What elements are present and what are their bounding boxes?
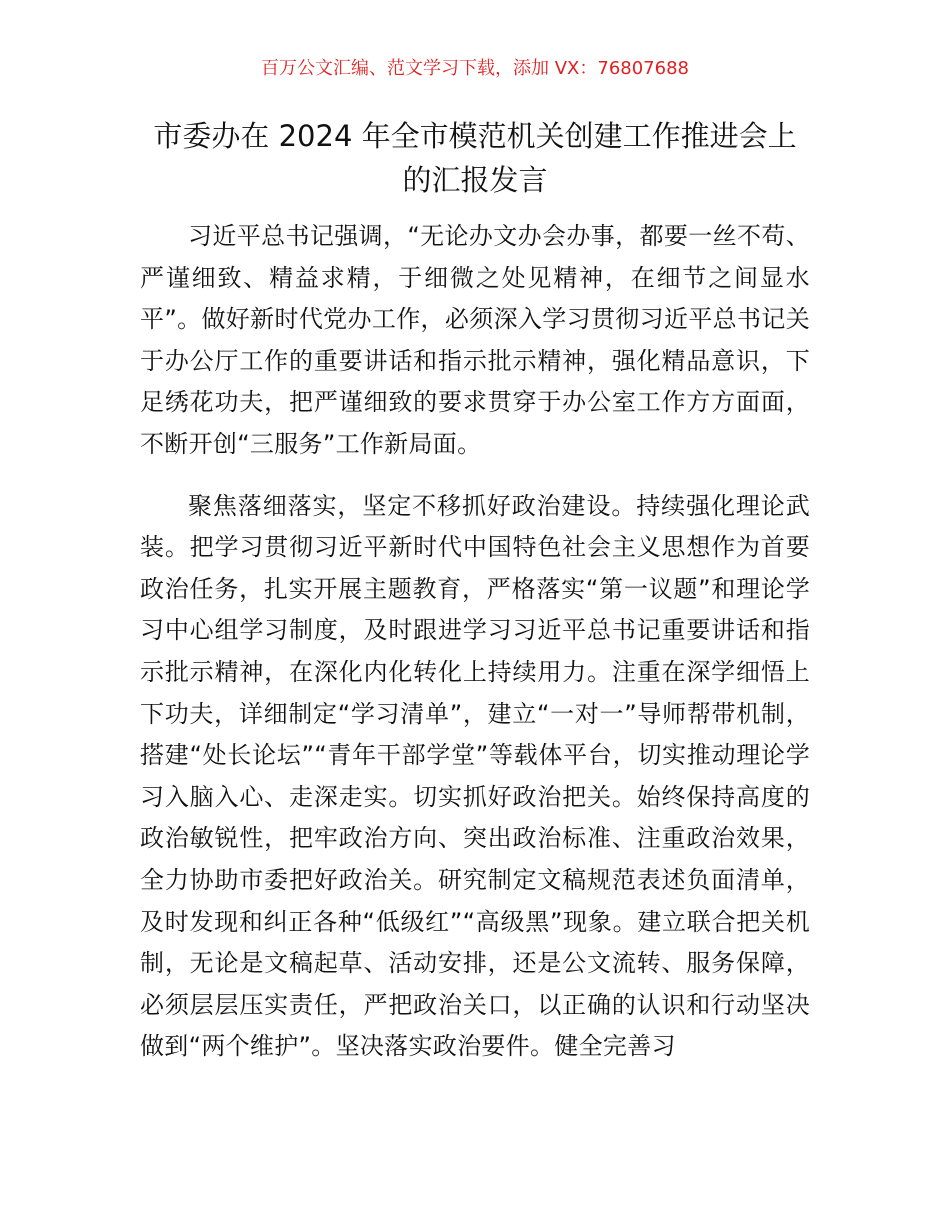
document-body xyxy=(140,216,810,1068)
header-promo-note: 百万公文汇编、范文学习下载，添加 VX：76807688 xyxy=(261,58,689,79)
body-paragraph: 习近平总书记强调，“无论办文办会办事，都要一丝不苟、严谨细致、精益求精，于细微之处见精神，在细节之间显水平”。做好新时代党办工作，必须深入学习贯彻习近平总书记关于办公厅工作的重要讲话和指示批示精神，强化精品意识，下足绣花功夫，把严谨细致的要求贯穿于办公室工作方方面面，不断开创“三服务”工作新局面。 xyxy=(140,222,810,458)
document-title: 市委办在 2024 年全市模范机关创建工作推进会上的汇报发言 xyxy=(153,119,797,197)
body-paragraph: 聚焦落细落实，坚定不移抓好政治建设。持续强化理论武装。把学习贯彻习近平新时代中国特色社会主义思想作为首要政治任务，扎实开展主题教育，严格落实“第一议题”和理论学习中心组学习制度，及时跟进学习习近平总书记重要讲话和指示批示精神，在深化内化转化上持续用力。注重在深学细悟上下功夫，详细制定“学习清单”，建立“一对一”导师帮带机制，搭建“处长论坛”“青年干部学堂”等载体平台，切实推动理论学习入脑入心、走深走实。切实抓好政治把关。始终保持高度的政治敏锐性，把牢政治方向、突出政治标准、注重政治效果，全力协助市委把好政治关。研究制定文稿规范表述负面清单，及时发现和纠正各种“低级红”“高级黑”现象。建立联合把关机制，无论是文稿起草、活动安排，还是公文流转、服务保障，必须层层压实责任，严把政治关口，以正确的认识和行动坚决做到“两个维护”。坚决落实政治要件。健全完善习 xyxy=(140,491,810,1061)
